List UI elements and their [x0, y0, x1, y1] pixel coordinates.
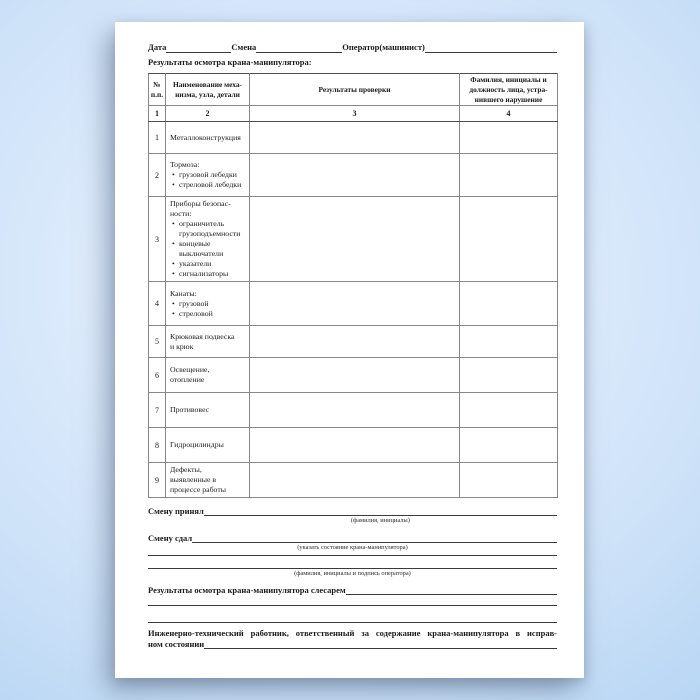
mechanic-results-label: Результаты осмотра крана-манипулятора слесарем — [148, 584, 346, 595]
bullet-item: • грузовой — [170, 299, 247, 309]
col-header-name — [166, 74, 250, 106]
shift-fill-line — [256, 42, 342, 53]
col-header-line: низма, узла, детали — [175, 89, 240, 99]
result-cell — [250, 393, 460, 428]
result-cell — [250, 428, 460, 463]
shift-accepted-line — [204, 506, 557, 524]
blank-line-row — [148, 613, 557, 623]
row-number: 2 — [149, 154, 166, 197]
row-number: 8 — [149, 428, 166, 463]
row-name-line: Металлоконструкция — [170, 132, 241, 142]
shift-handed-line — [192, 533, 557, 543]
row-name-line: Освещение, — [170, 365, 210, 375]
column-number: 2 — [166, 106, 250, 122]
shift-accepted-row — [148, 505, 557, 524]
shift-accepted-caption: (фамилия, инициалы) — [350, 516, 410, 524]
shift-accepted-label: Смену принял — [148, 505, 204, 516]
blank-fill-line — [148, 596, 557, 606]
blank-fill-line — [148, 543, 557, 556]
date-field-label: Дата — [148, 42, 167, 52]
result-cell — [250, 358, 460, 393]
row-name — [166, 282, 250, 326]
fixer-cell — [460, 393, 558, 428]
bullet-item: • концевые выключатели — [170, 239, 247, 259]
date-fill-line — [166, 42, 231, 53]
col-header-fixer — [460, 74, 558, 106]
row-name — [166, 428, 250, 463]
col-header-line: п.п. — [150, 89, 164, 99]
row-name-line: Дефекты, — [170, 465, 202, 475]
bullet-item: • ограничитель грузоподъемности — [170, 219, 247, 239]
result-cell — [250, 282, 460, 326]
col-header-line: № — [153, 79, 161, 89]
engineer-fill-line — [204, 639, 557, 649]
row-name — [166, 197, 250, 282]
bullet-item: • стреловой лебедки — [170, 180, 247, 190]
bullet-item: • указатели — [170, 259, 247, 269]
operator-signature-line — [148, 559, 557, 569]
footer-block — [148, 506, 557, 649]
row-number: 3 — [149, 197, 166, 282]
row-name — [166, 154, 250, 197]
table-row — [149, 358, 558, 393]
table-row — [149, 428, 558, 463]
shift-handed-label: Смену сдал — [148, 532, 193, 543]
row-name — [166, 122, 250, 154]
engineer-label-line2: ном состоянии — [148, 638, 205, 649]
result-cell — [250, 463, 460, 498]
column-number: 4 — [460, 106, 558, 122]
fixer-cell — [460, 122, 558, 154]
row-name-line: Приборы безопас- — [170, 199, 231, 209]
bullet-item: • грузовой лебедки — [170, 170, 247, 180]
row-name-line: Гидроцилиндры — [170, 440, 224, 450]
header-fill-line — [148, 42, 557, 53]
row-number: 6 — [149, 358, 166, 393]
col-header-line: нившего нарушение — [474, 94, 543, 104]
fixer-cell — [460, 282, 558, 326]
fixer-cell — [460, 326, 558, 358]
row-number: 7 — [149, 393, 166, 428]
row-name — [166, 326, 250, 358]
inspection-table — [148, 73, 558, 498]
row-name-line: выявленные в — [170, 475, 217, 485]
row-name-line: Противовес — [170, 405, 210, 415]
table-row — [149, 326, 558, 358]
row-number: 9 — [149, 463, 166, 498]
fixer-cell — [460, 197, 558, 282]
operator-field-label: Оператор(машинист) — [342, 42, 425, 52]
table-row — [149, 154, 558, 197]
row-number: 1 — [149, 122, 166, 154]
table-header-row — [149, 74, 558, 106]
column-number-row — [149, 106, 558, 122]
operator-fill-line — [425, 42, 557, 53]
engineer-row — [148, 639, 557, 649]
table-row — [149, 122, 558, 154]
operator-signature-caption: (фамилия, инициалы и подпись оператора) — [294, 569, 411, 577]
engineer-paragraph-line1: Инженерно-технический работник, ответственный за содержание крана-манипулятора в исправ- — [148, 627, 557, 638]
row-name-line: Канаты: — [170, 288, 197, 298]
bullet-item: • стреловой — [170, 309, 247, 319]
col-header-number — [149, 74, 166, 106]
fixer-cell — [460, 154, 558, 197]
fixer-cell — [460, 428, 558, 463]
fixer-cell — [460, 463, 558, 498]
blank-line-row — [148, 543, 557, 556]
row-name-line: ности: — [170, 209, 192, 219]
fixer-cell — [460, 358, 558, 393]
result-cell — [250, 122, 460, 154]
row-name-line: Крюковая подвеска — [170, 331, 235, 341]
mechanic-results-row — [148, 585, 557, 595]
col-header-line: Наименование меха- — [172, 79, 243, 89]
col-header-results: Результаты проверки — [250, 74, 460, 106]
shift-handed-row — [148, 532, 557, 551]
col-header-line: должность лица, устра- — [469, 84, 548, 94]
table-row — [149, 282, 558, 326]
blank-line-row — [148, 596, 557, 606]
section-title: Результаты осмотра крана-манипулятора: — [148, 57, 312, 67]
table-row — [149, 463, 558, 498]
result-cell — [250, 326, 460, 358]
result-cell — [250, 197, 460, 282]
table-row — [149, 393, 558, 428]
bullet-item: • сигнализаторы — [170, 269, 247, 279]
row-number: 4 — [149, 282, 166, 326]
row-name-line: и крюк — [170, 341, 194, 351]
result-cell — [250, 154, 460, 197]
row-name — [166, 393, 250, 428]
row-number: 5 — [149, 326, 166, 358]
shift-field-label: Смена — [231, 42, 257, 52]
col-header-line: Фамилия, инициалы и — [470, 75, 547, 84]
table-row — [149, 197, 558, 282]
column-number: 3 — [250, 106, 460, 122]
row-name — [166, 463, 250, 498]
mechanic-results-line — [346, 585, 557, 595]
row-name-line: отопление — [170, 375, 205, 385]
row-name — [166, 358, 250, 393]
blank-fill-line — [148, 613, 557, 623]
form-page — [115, 22, 584, 678]
operator-signature-row — [148, 559, 557, 577]
column-number: 1 — [149, 106, 166, 122]
row-name-line: процессе работы — [170, 484, 226, 494]
shift-handed-caption: (указать состояние крана-манипулятора) — [297, 543, 408, 551]
row-name-line: Тормоза: — [170, 160, 200, 170]
